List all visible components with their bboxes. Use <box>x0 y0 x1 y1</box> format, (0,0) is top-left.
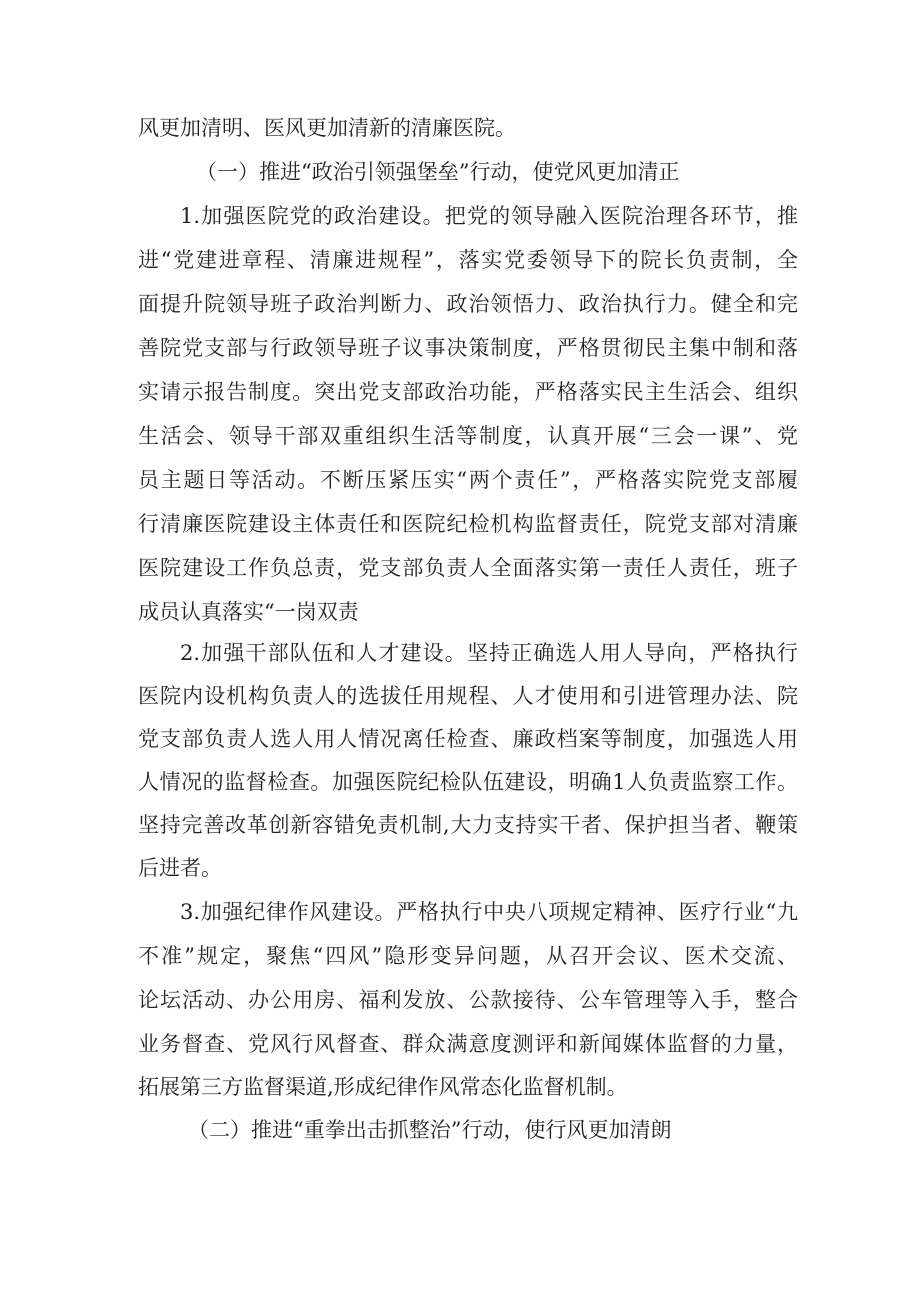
paragraph-line: 拓展第三方监督渠道,形成纪律作风常态化监督机制。 <box>138 1075 628 1099</box>
section-1-heading: （一）推进“政治引领强堡垒”行动，使党风更加清正 <box>196 160 680 184</box>
paragraph-line: 3.加强纪律作风建设。严格执行中央八项规定精神、医疗行业“九 <box>180 900 798 924</box>
paragraph-line: 坚持完善改革创新容错免责机制,大力支持实干者、保护担当者、鞭策 <box>138 813 798 837</box>
paragraph-line: 1.加强医院党的政治建设。把党的领导融入医院治理各环节，推 <box>180 204 798 228</box>
paragraph-line: 善院党支部与行政领导班子议事决策制度，严格贯彻民主集中制和落 <box>138 336 798 360</box>
paragraph-line: 实请示报告制度。突出党支部政治功能，严格落实民主生活会、组织 <box>138 380 798 404</box>
intro-line: 风更加清明、医风更加清新的清廉医院。 <box>138 116 516 140</box>
paragraph-line: 面提升院领导班子政治判断力、政治领悟力、政治执行力。健全和完 <box>138 292 798 316</box>
paragraph-line: 医院内设机构负责人的选拔任用规程、人才使用和引进管理办法、院 <box>138 684 798 708</box>
section-2-heading: （二）推进“重拳出击抓整治”行动，使行风更加清朗 <box>188 1118 672 1142</box>
paragraph-line: 医院建设工作负总责，党支部负责人全面落实第一责任人责任，班子 <box>138 556 798 580</box>
paragraph-line: 生活会、领导干部双重组织生活等制度，认真开展“三会一课”、党 <box>138 424 798 448</box>
paragraph-line: 成员认真落实“一岗双责 <box>138 600 359 624</box>
paragraph-line: 论坛活动、办公用房、福利发放、公款接待、公车管理等入手，整合 <box>138 988 798 1012</box>
paragraph-line: 2.加强干部队伍和人才建设。坚持正确选人用人导向，严格执行 <box>180 641 798 665</box>
paragraph-line: 业务督查、党风行风督查、群众满意度测评和新闻媒体监督的力量， <box>138 1032 798 1056</box>
paragraph-line: 行清廉医院建设主体责任和医院纪检机构监督责任，院党支部对清廉 <box>138 512 798 536</box>
paragraph-line: 人情况的监督检查。加强医院纪检队伍建设，明确1人负责监察工作。 <box>138 770 798 794</box>
paragraph-line: 不准”规定，聚焦“四风”隐形变异问题，从召开会议、医术交流、 <box>138 944 798 968</box>
paragraph-line: 进“党建进章程、清廉进规程”，落实党委领导下的院长负责制，全 <box>138 248 798 272</box>
paragraph-line: 党支部负责人选人用人情况离任检查、廉政档案等制度，加强选人用 <box>138 727 798 751</box>
paragraph-line: 后进者。 <box>138 856 222 880</box>
paragraph-line: 员主题日等活动。不断压紧压实“两个责任”，严格落实院党支部履 <box>138 468 798 492</box>
